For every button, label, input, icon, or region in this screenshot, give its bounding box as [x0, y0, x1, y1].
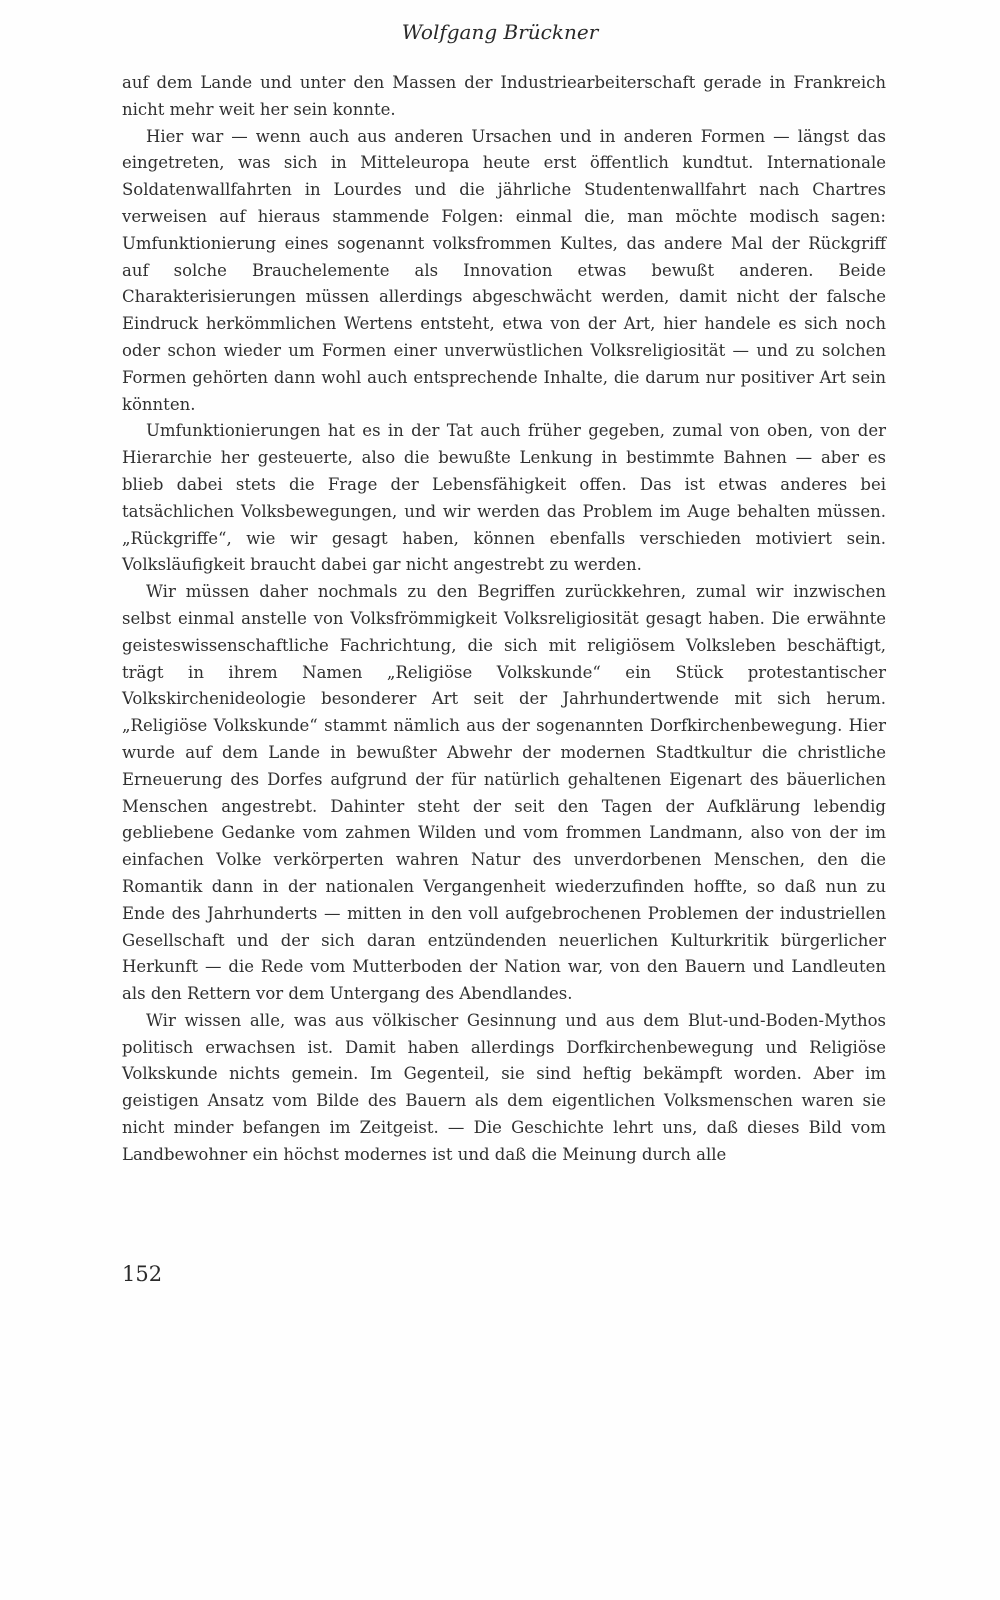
- paragraph: Wir müssen daher nochmals zu den Begriffen zurückkehren, zumal wir inzwischen selbst einmal anstelle von Volksfrömmigkeit Volksreligiosität gesagt haben. Die erwähnte geisteswissenschaftliche Fachrichtung, die sich mit religiösem Volksleben beschäftigt, trägt in ihrem Namen „Religiöse Volkskunde“ ein Stück protestantischer Volkskirchenideologie besonderer Art seit der Jahrhundertwende mit sich herum. „Religiöse Volkskunde“ stammt nämlich aus der sogenannten Dorfkirchenbewegung. Hier wurde auf dem Lande in bewußter Abwehr der modernen Stadtkultur die christliche Erneuerung des Dorfes aufgrund der für natürlich gehaltenen Eigenart des bäuerlichen Menschen angestrebt. Dahinter steht der seit den Tagen der Aufklärung lebendig gebliebene Gedanke vom zahmen Wilden und vom frommen Landmann, also von der im einfachen Volke verkörperten wahren Natur des unverdorbenen Menschen, den die Romantik dann in der nationalen Vergangenheit wiederzufinden hoffte, so daß nun zu Ende des Jahrhunderts — mitten in den voll aufgebrochenen Problemen der industriellen Gesellschaft und der sich daran entzündenden neuerlichen Kulturkritik bürgerlicher Herkunft — die Rede vom Mutterboden der Nation war, von den Bauern und Landleuten als den Rettern vor dem Untergang des Abendlandes.: [122, 582, 886, 1004]
- paragraph: Umfunktionierungen hat es in der Tat auch früher gegeben, zumal von oben, von der Hierarchie her gesteuerte, also die bewußte Lenkung in bestimmte Bahnen — aber es blieb dabei stets die Frage der Lebensfähigkeit offen. Das ist etwas anderes bei tatsächlichen Volksbewegungen, und wir werden das Problem im Auge behalten müssen. „Rückgriffe“, wie wir gesagt haben, können ebenfalls verschieden motiviert sein. Volksläufigkeit braucht dabei gar nicht angestrebt zu werden.: [122, 421, 886, 575]
- body-text: [122, 70, 886, 1169]
- paragraph: Hier war — wenn auch aus anderen Ursachen und in anderen Formen — längst das eingetreten, was sich in Mitteleuropa heute erst öffentlich kundtut. Internationale Soldatenwallfahrten in Lourdes und die jährliche Studentenwallfahrt nach Chartres verweisen auf hieraus stammende Folgen: einmal die, man möchte modisch sagen: Umfunktionierung eines sogenannt volksfrommen Kultes, das andere Mal der Rückgriff auf solche Brauchelemente als Innovation etwas bewußt anderen. Beide Charakterisierungen müssen allerdings abgeschwächt werden, damit nicht der falsche Eindruck herkömmlichen Wertens entsteht, etwa von der Art, hier handele es sich noch oder schon wieder um Formen einer unverwüstlichen Volksreligiosität — und zu solchen Formen gehörten dann wohl auch entsprechende Inhalte, die darum nur positiver Art sein könnten.: [122, 126, 886, 414]
- paragraph: auf dem Lande und unter den Massen der Industriearbeiterschaft gerade in Frankreich nicht mehr weit her sein konnte.: [122, 73, 886, 119]
- page-number: 152: [122, 1262, 163, 1286]
- running-head-author: Wolfgang Brückner: [401, 20, 599, 44]
- paragraph: Wir wissen alle, was aus völkischer Gesinnung und aus dem Blut-und-Boden-Mythos politisch erwachsen ist. Damit haben allerdings Dorfkirchenbewegung und Religiöse Volkskunde nichts gemein. Im Gegenteil, sie sind heftig bekämpft worden. Aber im geistigen Ansatz vom Bilde des Bauern als dem eigentlichen Volksmenschen waren sie nicht minder befangen im Zeitgeist. — Die Geschichte lehrt uns, daß dieses Bild vom Landbewohner ein höchst modernes ist und daß die Meinung durch alle: [122, 1010, 886, 1164]
